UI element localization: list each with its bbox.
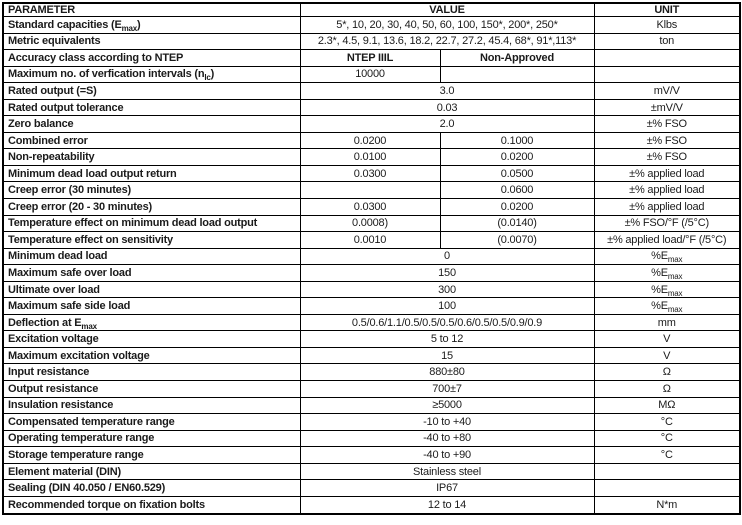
table-row — [3, 364, 740, 381]
param-cell: Accuracy class according to NTEP — [3, 50, 300, 67]
value-cell: 10000 — [300, 66, 440, 83]
param-cell: Zero balance — [3, 116, 300, 133]
unit-cell: $\%E_{max}$ — [594, 298, 740, 315]
table-row — [3, 199, 740, 216]
unit-cell: ton — [594, 33, 740, 50]
table-row — [3, 33, 740, 50]
spec-table — [2, 2, 741, 515]
value-cell: 0.0300 — [300, 199, 440, 216]
param-cell: Metric equivalents — [3, 33, 300, 50]
param-cell: Maximum safe over load — [3, 265, 300, 282]
param-cell: Rated output (=S) — [3, 83, 300, 100]
header-unit: UNIT — [594, 3, 740, 17]
unit-cell: V — [594, 331, 740, 348]
value-cell: 0.0100 — [300, 149, 440, 166]
header-value: VALUE — [300, 3, 594, 17]
value-cell: 150 — [300, 265, 594, 282]
table-row — [3, 149, 740, 166]
table-row — [3, 232, 740, 249]
value-cell: 0.0200 — [440, 149, 594, 166]
table-row — [3, 165, 740, 182]
unit-cell: mV/V — [594, 83, 740, 100]
param-cell: Excitation voltage — [3, 331, 300, 348]
unit-cell: $\%E_{max}$ — [594, 248, 740, 265]
table-row — [3, 347, 740, 364]
param-cell: Maximum no. of verfication intervals $(n_{lc})$ — [3, 66, 300, 83]
unit-cell: ±% applied load — [594, 199, 740, 216]
table-row — [3, 17, 740, 34]
param-cell: Minimum dead load output return — [3, 165, 300, 182]
value-cell: 880±80 — [300, 364, 594, 381]
value-cell — [300, 182, 440, 199]
param-cell: Ultimate over load — [3, 281, 300, 298]
value-cell: (0.0070) — [440, 232, 594, 249]
table-row — [3, 248, 740, 265]
value-cell: -40 to +80 — [300, 430, 594, 447]
table-row — [3, 50, 740, 67]
unit-cell: Ω — [594, 364, 740, 381]
param-cell: Insulation resistance — [3, 397, 300, 414]
value-cell: Non-Approved — [440, 50, 594, 67]
param-cell: Input resistance — [3, 364, 300, 381]
param-cell: Creep error (30 minutes) — [3, 182, 300, 199]
table-row — [3, 116, 740, 133]
table-row — [3, 381, 740, 398]
unit-cell: $\%E_{max}$ — [594, 265, 740, 282]
param-cell: Temperature effect on minimum dead load output — [3, 215, 300, 232]
table-row — [3, 66, 740, 83]
param-cell: Output resistance — [3, 381, 300, 398]
unit-cell: Klbs — [594, 17, 740, 34]
value-cell: -10 to +40 — [300, 414, 594, 431]
value-cell: 0 — [300, 248, 594, 265]
param-cell: Sealing (DIN 40.050 / EN60.529) — [3, 480, 300, 497]
param-cell: Non-repeatability — [3, 149, 300, 166]
table-row — [3, 414, 740, 431]
value-cell — [440, 66, 594, 83]
table-row — [3, 132, 740, 149]
value-cell: 0.1000 — [440, 132, 594, 149]
unit-cell: V — [594, 347, 740, 364]
value-cell: 5*, 10, 20, 30, 40, 50, 60, 100, 150*, 200*, 250* — [300, 17, 594, 34]
param-cell: Creep error (20 - 30 minutes) — [3, 199, 300, 216]
value-cell: IP67 — [300, 480, 594, 497]
table-row — [3, 496, 740, 514]
unit-cell: °C — [594, 430, 740, 447]
unit-cell: $\%E_{max}$ — [594, 281, 740, 298]
param-cell: Maximum safe side load — [3, 298, 300, 315]
value-cell: (0.0140) — [440, 215, 594, 232]
unit-cell: ±% applied load — [594, 182, 740, 199]
unit-cell — [594, 50, 740, 67]
value-cell: 300 — [300, 281, 594, 298]
value-cell: 0.0010 — [300, 232, 440, 249]
unit-cell: ±% applied load — [594, 165, 740, 182]
table-row — [3, 265, 740, 282]
unit-cell: ±% applied load/°F (/5°C) — [594, 232, 740, 249]
unit-cell: °C — [594, 414, 740, 431]
table-row — [3, 480, 740, 497]
table-row — [3, 463, 740, 480]
param-cell: Standard capacities $(E_{max})$ — [3, 17, 300, 34]
datasheet-page — [0, 2, 742, 525]
table-row — [3, 215, 740, 232]
param-cell: Recommended torque on fixation bolts — [3, 496, 300, 514]
value-cell: 2.3*, 4.5, 9.1, 13.6, 18.2, 22.7, 27.2, 45.4, 68*, 91*,113* — [300, 33, 594, 50]
value-cell: 700±7 — [300, 381, 594, 398]
table-row — [3, 447, 740, 464]
param-cell: Element material (DIN) — [3, 463, 300, 480]
table-row — [3, 99, 740, 116]
value-cell: ≥5000 — [300, 397, 594, 414]
unit-cell — [594, 463, 740, 480]
param-cell: Compensated temperature range — [3, 414, 300, 431]
unit-cell: °C — [594, 447, 740, 464]
unit-cell — [594, 66, 740, 83]
header-row — [3, 3, 740, 17]
unit-cell: ±% FSO/°F (/5°C) — [594, 215, 740, 232]
table-row — [3, 281, 740, 298]
table-row — [3, 83, 740, 100]
value-cell: 0.0600 — [440, 182, 594, 199]
value-cell: 3.0 — [300, 83, 594, 100]
param-cell: Storage temperature range — [3, 447, 300, 464]
unit-cell: mm — [594, 314, 740, 331]
param-cell: Deflection at $E_{max}$ — [3, 314, 300, 331]
table-row — [3, 331, 740, 348]
value-cell: 0.0200 — [440, 199, 594, 216]
unit-cell: ±% FSO — [594, 116, 740, 133]
unit-cell: ±mV/V — [594, 99, 740, 116]
table-row — [3, 397, 740, 414]
value-cell: Stainless steel — [300, 463, 594, 480]
param-cell: Minimum dead load — [3, 248, 300, 265]
table-row — [3, 298, 740, 315]
param-cell: Maximum excitation voltage — [3, 347, 300, 364]
param-cell: Temperature effect on sensitivity — [3, 232, 300, 249]
table-row — [3, 182, 740, 199]
param-cell: Rated output tolerance — [3, 99, 300, 116]
unit-cell: MΩ — [594, 397, 740, 414]
unit-cell — [594, 480, 740, 497]
param-cell: Combined error — [3, 132, 300, 149]
value-cell: 0.0200 — [300, 132, 440, 149]
value-cell: 0.0300 — [300, 165, 440, 182]
unit-cell: Ω — [594, 381, 740, 398]
value-cell: 0.0008) — [300, 215, 440, 232]
value-cell: 12 to 14 — [300, 496, 594, 514]
unit-cell: N*m — [594, 496, 740, 514]
table-row — [3, 314, 740, 331]
value-cell: -40 to +90 — [300, 447, 594, 464]
spec-table-body — [3, 17, 740, 515]
value-cell: 5 to 12 — [300, 331, 594, 348]
value-cell: 100 — [300, 298, 594, 315]
value-cell: NTEP IIIL — [300, 50, 440, 67]
value-cell: 2.0 — [300, 116, 594, 133]
unit-cell: ±% FSO — [594, 132, 740, 149]
value-cell: 0.03 — [300, 99, 594, 116]
value-cell: 0.5/0.6/1.1/0.5/0.5/0.5/0.6/0.5/0.5/0.9/0.9 — [300, 314, 594, 331]
header-parameter: PARAMETER — [3, 3, 300, 17]
table-row — [3, 430, 740, 447]
value-cell: 15 — [300, 347, 594, 364]
value-cell: 0.0500 — [440, 165, 594, 182]
param-cell: Operating temperature range — [3, 430, 300, 447]
unit-cell: ±% FSO — [594, 149, 740, 166]
